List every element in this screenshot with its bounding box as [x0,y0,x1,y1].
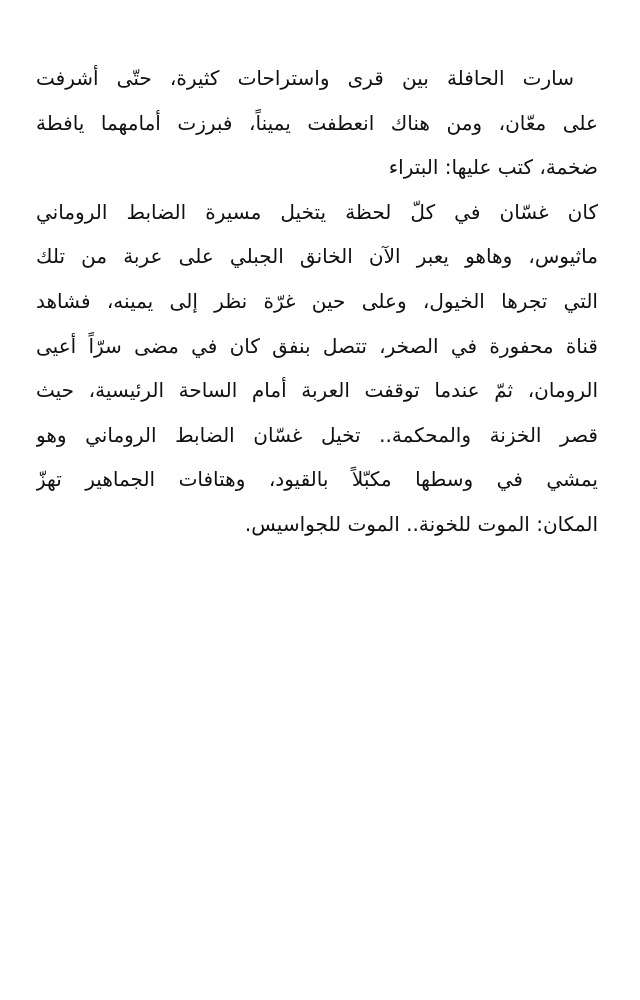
text-line: قصر الخزنة والمحكمة.. تخيل غسّان الضابط الروماني وهو [36,422,598,447]
text-line: ضخمة، كتب عليها: البتراء [388,155,598,180]
text-line: كان غسّان في كلّ لحظة يتخيل مسيرة الضابط الروماني [36,199,598,224]
text-line: المكان: الموت للخونة.. الموت للجواسيس. [244,511,598,536]
text-line: قناة محفورة في الصخر، تتصل بنفق كان في مضى سرّاً أعيى [36,333,598,358]
text-line: الرومان، ثمّ عندما توقفت العربة أمام الساحة الرئيسية، حيث [36,378,598,403]
text-line: التي تجرها الخيول، وعلى حين غرّة نظر إلى يمينه، فشاهد [36,288,598,313]
text-line: على معّان، ومن هناك انعطفت يميناً، فبرزت أمامهما يافطة [36,110,598,135]
paragraph-1 [36,56,598,190]
body-text [36,56,598,547]
paragraph-2 [36,190,598,547]
text-line: يمشي في وسطها مكبّلاً بالقيود، وهتافات الجماهير تهزّ [36,467,598,492]
text-line: ماثيوس، وهاهو يعبر الآن الخانق الجبلي على عربة من تلك [36,244,598,269]
text-line: سارت الحافلة بين قرى واستراحات كثيرة، حتّى أشرفت [36,66,574,90]
